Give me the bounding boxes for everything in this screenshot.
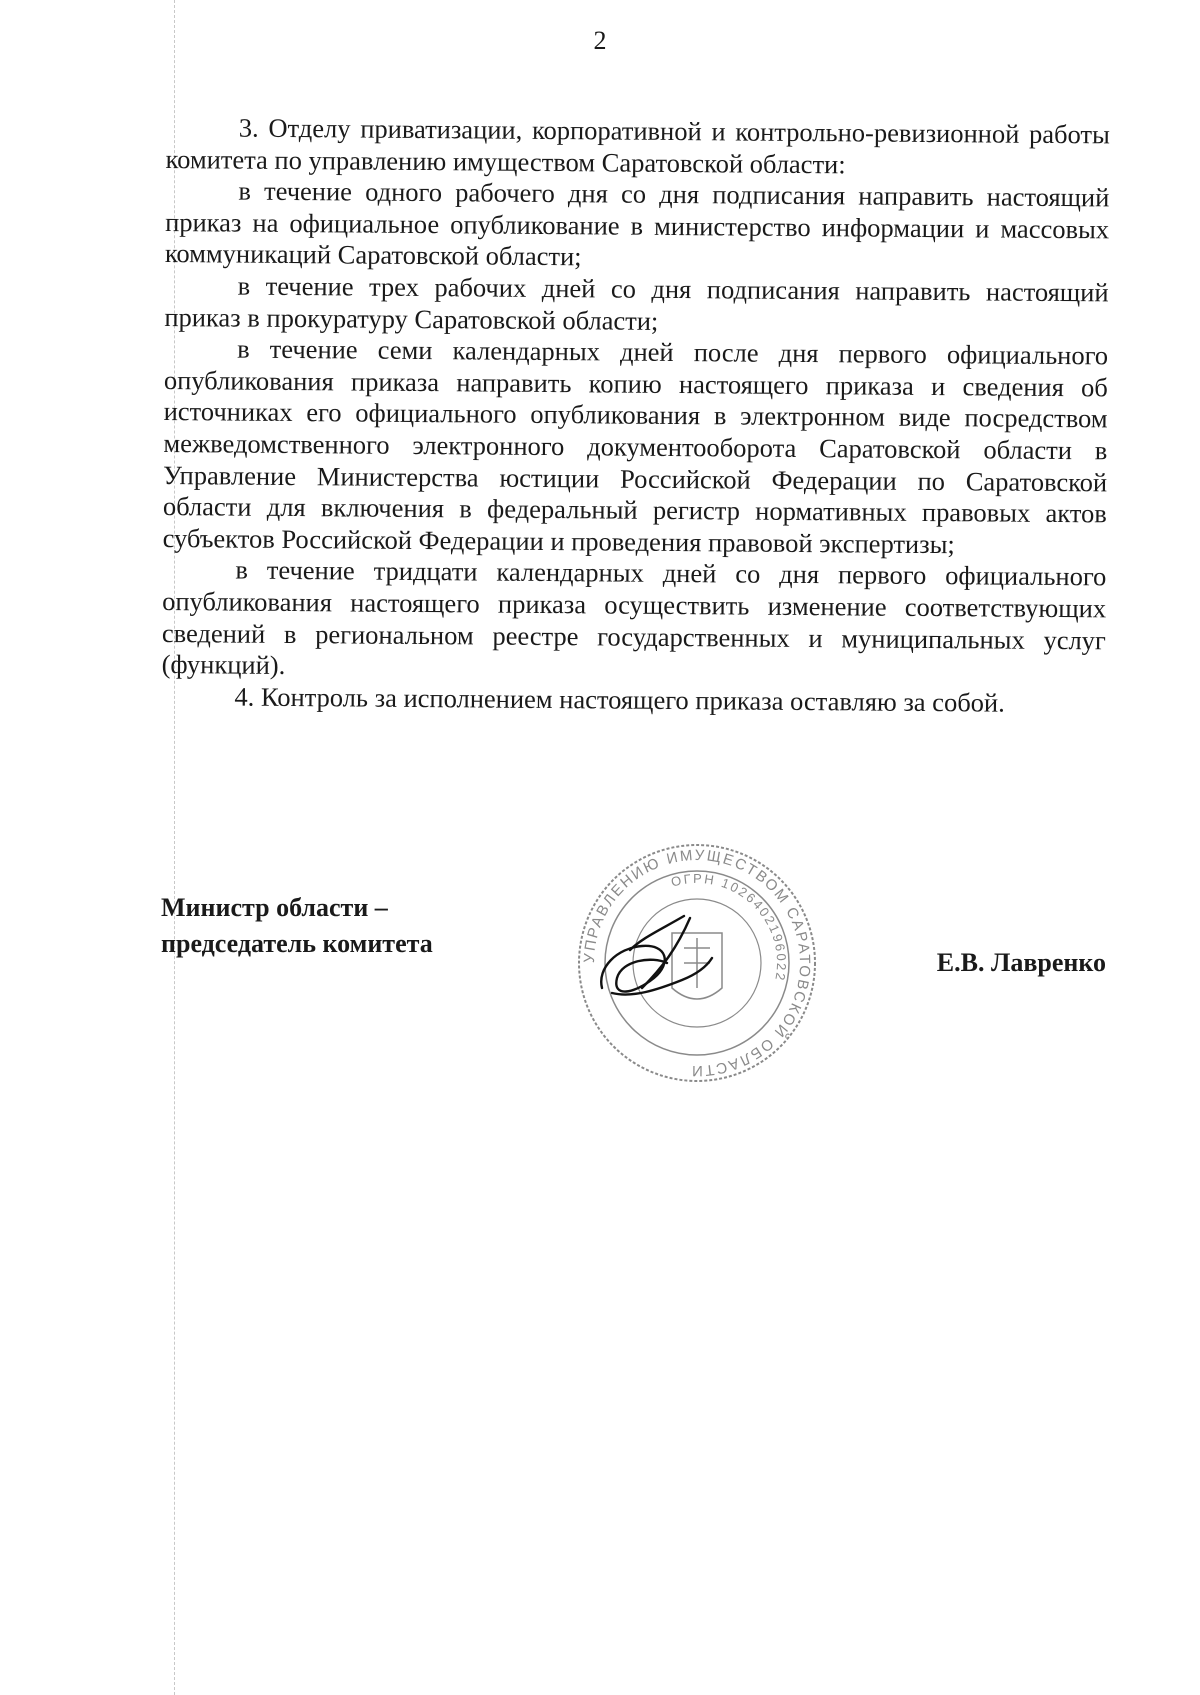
signer-position-line-1: Министр области –	[161, 893, 388, 922]
handwritten-signature-icon	[601, 916, 712, 995]
seal-emblem-icon	[672, 933, 722, 999]
paragraph-item-3: 3. Отделу приватизации, корпоративной и контрольно-ревизионной работы комитета по управлению имуществом Саратовской области:	[165, 112, 1110, 179]
paragraph-prosecutor: в течение трех рабочих дней со дня подписания направить настоящий приказ в прокуратуру Саратовской области;	[164, 270, 1109, 336]
paragraph-item-4: 4. Контроль за исполнением настоящего приказа оставляю за собой.	[234, 681, 1005, 718]
order-body	[161, 112, 1110, 720]
paragraph-publication: в течение одного рабочего дня со дня подписания направить настоящий приказ на официальное опубликование в министерство информации и массовых коммуникаций Саратовской области;	[164, 175, 1110, 272]
seal-inner-text: ОГРН 1026402196022	[669, 870, 790, 984]
page-number: 2	[593, 26, 607, 55]
signer-position-line-2: председатель комитета	[161, 929, 433, 958]
signer-position	[161, 890, 433, 962]
official-seal	[572, 838, 822, 1088]
paragraph-justice-ministry: в течение семи календарных дней после дня первого официального опубликования приказа направить копию настоящего приказа и сведения об источниках его официального опубликования в электронном виде посредством межведомственного электронного документооборота Саратовской области в Управление Министерства юстиции Российской Федерации по Саратовской области для включения в федеральный регистр нормативных правовых актов субъектов Российской Федерации и проведения правовой экспертизы;	[162, 333, 1109, 559]
seal-outer-text: УПРАВЛЕНИЮ ИМУЩЕСТВОМ САРАТОВСКОЙ ОБЛАСТИ	[580, 846, 814, 1080]
paragraph-register: в течение тридцати календарных дней со дня первого официального опубликования настоящего приказа осуществить изменение соответствующих сведений в региональном реестре государственных и муниципальных услуг (функций).	[161, 554, 1107, 681]
signer-name: Е.В. Лавренко	[936, 948, 1106, 977]
